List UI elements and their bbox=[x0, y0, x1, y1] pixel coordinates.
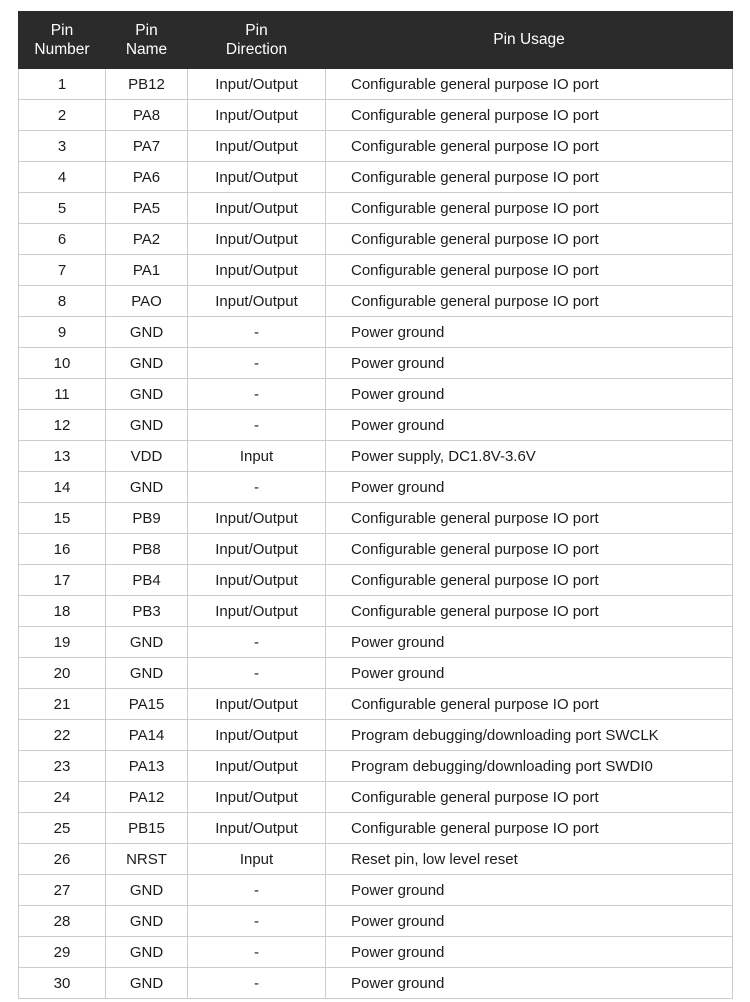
pin-direction-cell: - bbox=[188, 968, 326, 999]
pin-direction-cell: Input/Output bbox=[188, 69, 326, 100]
pin-usage-cell: Power ground bbox=[326, 968, 733, 999]
pin-name-cell: PAO bbox=[106, 286, 188, 317]
pin-direction-cell: Input/Output bbox=[188, 503, 326, 534]
table-row bbox=[19, 751, 733, 782]
table-row bbox=[19, 224, 733, 255]
pin-direction-cell: Input/Output bbox=[188, 813, 326, 844]
header-pin-number bbox=[19, 12, 106, 69]
pin-name-cell: GND bbox=[106, 968, 188, 999]
pin-usage-cell: Power ground bbox=[326, 937, 733, 968]
pin-name-cell: PA15 bbox=[106, 689, 188, 720]
pin-name-cell: PA1 bbox=[106, 255, 188, 286]
pin-name-cell: PA7 bbox=[106, 131, 188, 162]
header-row bbox=[19, 12, 733, 69]
pin-direction-cell: - bbox=[188, 937, 326, 968]
pin-number-cell: 3 bbox=[19, 131, 106, 162]
pin-number-cell: 7 bbox=[19, 255, 106, 286]
pin-usage-cell: Power ground bbox=[326, 472, 733, 503]
pin-name-cell: PA6 bbox=[106, 162, 188, 193]
pin-number-cell: 29 bbox=[19, 937, 106, 968]
pin-usage-cell: Power ground bbox=[326, 379, 733, 410]
pin-direction-cell: Input/Output bbox=[188, 286, 326, 317]
pin-number-cell: 24 bbox=[19, 782, 106, 813]
pin-name-cell: PB15 bbox=[106, 813, 188, 844]
pin-name-cell: PA12 bbox=[106, 782, 188, 813]
pin-name-cell: PA13 bbox=[106, 751, 188, 782]
pin-usage-cell: Power ground bbox=[326, 317, 733, 348]
pin-name-cell: PB8 bbox=[106, 534, 188, 565]
pin-direction-cell: - bbox=[188, 472, 326, 503]
pin-usage-cell: Power ground bbox=[326, 906, 733, 937]
table-row bbox=[19, 689, 733, 720]
table-row bbox=[19, 193, 733, 224]
pin-direction-cell: - bbox=[188, 410, 326, 441]
pin-direction-cell: Input bbox=[188, 441, 326, 472]
pin-usage-cell: Reset pin, low level reset bbox=[326, 844, 733, 875]
table-row bbox=[19, 410, 733, 441]
pin-name-cell: PB3 bbox=[106, 596, 188, 627]
header-pin-name-label: Pin Name bbox=[125, 21, 168, 58]
pin-name-cell: GND bbox=[106, 472, 188, 503]
pin-usage-cell: Configurable general purpose IO port bbox=[326, 813, 733, 844]
table-row bbox=[19, 317, 733, 348]
pin-number-cell: 28 bbox=[19, 906, 106, 937]
pin-number-cell: 5 bbox=[19, 193, 106, 224]
pin-number-cell: 14 bbox=[19, 472, 106, 503]
pin-direction-cell: - bbox=[188, 379, 326, 410]
pin-direction-cell: Input/Output bbox=[188, 596, 326, 627]
pin-direction-cell: Input/Output bbox=[188, 224, 326, 255]
pin-usage-cell: Configurable general purpose IO port bbox=[326, 69, 733, 100]
pin-number-cell: 11 bbox=[19, 379, 106, 410]
pin-name-cell: PB12 bbox=[106, 69, 188, 100]
pin-usage-cell: Configurable general purpose IO port bbox=[326, 131, 733, 162]
pin-number-cell: 12 bbox=[19, 410, 106, 441]
pin-name-cell: PA2 bbox=[106, 224, 188, 255]
pin-number-cell: 23 bbox=[19, 751, 106, 782]
table-row bbox=[19, 565, 733, 596]
pin-usage-cell: Power supply, DC1.8V-3.6V bbox=[326, 441, 733, 472]
pin-usage-cell: Configurable general purpose IO port bbox=[326, 689, 733, 720]
pin-direction-cell: Input bbox=[188, 844, 326, 875]
table-row bbox=[19, 472, 733, 503]
pin-name-cell: PA5 bbox=[106, 193, 188, 224]
table-row bbox=[19, 441, 733, 472]
table-header bbox=[19, 12, 733, 69]
table-row bbox=[19, 937, 733, 968]
pin-usage-cell: Program debugging/downloading port SWDI0 bbox=[326, 751, 733, 782]
pin-number-cell: 4 bbox=[19, 162, 106, 193]
pin-number-cell: 27 bbox=[19, 875, 106, 906]
pin-usage-cell: Configurable general purpose IO port bbox=[326, 286, 733, 317]
table-row bbox=[19, 534, 733, 565]
pin-direction-cell: - bbox=[188, 906, 326, 937]
header-pin-usage bbox=[326, 12, 733, 69]
pin-direction-cell: - bbox=[188, 317, 326, 348]
pin-direction-cell: Input/Output bbox=[188, 131, 326, 162]
table-row bbox=[19, 286, 733, 317]
pin-number-cell: 2 bbox=[19, 100, 106, 131]
pin-usage-cell: Power ground bbox=[326, 658, 733, 689]
pin-direction-cell: Input/Output bbox=[188, 720, 326, 751]
table-row bbox=[19, 255, 733, 286]
pin-number-cell: 21 bbox=[19, 689, 106, 720]
pin-name-cell: GND bbox=[106, 317, 188, 348]
pin-direction-cell: Input/Output bbox=[188, 689, 326, 720]
pin-usage-cell: Configurable general purpose IO port bbox=[326, 596, 733, 627]
pin-direction-cell: Input/Output bbox=[188, 100, 326, 131]
pin-name-cell: PB9 bbox=[106, 503, 188, 534]
pin-usage-cell: Configurable general purpose IO port bbox=[326, 100, 733, 131]
table-row bbox=[19, 379, 733, 410]
pin-number-cell: 25 bbox=[19, 813, 106, 844]
pin-number-cell: 19 bbox=[19, 627, 106, 658]
table-row bbox=[19, 162, 733, 193]
pin-direction-cell: Input/Output bbox=[188, 782, 326, 813]
table-row bbox=[19, 658, 733, 689]
pin-number-cell: 15 bbox=[19, 503, 106, 534]
pin-name-cell: GND bbox=[106, 627, 188, 658]
pin-number-cell: 9 bbox=[19, 317, 106, 348]
pin-number-cell: 17 bbox=[19, 565, 106, 596]
table-row bbox=[19, 844, 733, 875]
table-row bbox=[19, 782, 733, 813]
pin-name-cell: PA14 bbox=[106, 720, 188, 751]
pin-number-cell: 16 bbox=[19, 534, 106, 565]
pin-name-cell: PB4 bbox=[106, 565, 188, 596]
table-row bbox=[19, 503, 733, 534]
pin-number-cell: 13 bbox=[19, 441, 106, 472]
pin-direction-cell: - bbox=[188, 627, 326, 658]
pin-direction-cell: Input/Output bbox=[188, 534, 326, 565]
pin-number-cell: 8 bbox=[19, 286, 106, 317]
table-row bbox=[19, 720, 733, 751]
header-pin-number-label: Pin Number bbox=[34, 21, 90, 58]
pin-usage-cell: Power ground bbox=[326, 348, 733, 379]
pin-name-cell: GND bbox=[106, 906, 188, 937]
pin-usage-cell: Power ground bbox=[326, 875, 733, 906]
pin-definition-table bbox=[18, 11, 733, 999]
pin-name-cell: VDD bbox=[106, 441, 188, 472]
pin-name-cell: GND bbox=[106, 348, 188, 379]
pin-number-cell: 6 bbox=[19, 224, 106, 255]
table-body bbox=[19, 69, 733, 999]
table-row bbox=[19, 627, 733, 658]
pin-usage-cell: Power ground bbox=[326, 410, 733, 441]
pin-direction-cell: Input/Output bbox=[188, 751, 326, 782]
pin-usage-cell: Configurable general purpose IO port bbox=[326, 534, 733, 565]
pin-name-cell: GND bbox=[106, 658, 188, 689]
pin-usage-cell: Configurable general purpose IO port bbox=[326, 162, 733, 193]
table-row bbox=[19, 100, 733, 131]
pin-direction-cell: - bbox=[188, 658, 326, 689]
pin-number-cell: 30 bbox=[19, 968, 106, 999]
header-pin-usage-label: Pin Usage bbox=[493, 31, 565, 48]
pin-direction-cell: Input/Output bbox=[188, 162, 326, 193]
pin-name-cell: GND bbox=[106, 937, 188, 968]
pin-usage-cell: Configurable general purpose IO port bbox=[326, 193, 733, 224]
header-pin-direction bbox=[188, 12, 326, 69]
pin-number-cell: 1 bbox=[19, 69, 106, 100]
pin-number-cell: 26 bbox=[19, 844, 106, 875]
pin-usage-cell: Configurable general purpose IO port bbox=[326, 255, 733, 286]
table-row bbox=[19, 875, 733, 906]
pin-direction-cell: Input/Output bbox=[188, 565, 326, 596]
pin-name-cell: PA8 bbox=[106, 100, 188, 131]
header-pin-name bbox=[106, 12, 188, 69]
pin-direction-cell: - bbox=[188, 348, 326, 379]
pin-usage-cell: Configurable general purpose IO port bbox=[326, 565, 733, 596]
table-row bbox=[19, 906, 733, 937]
pin-usage-cell: Configurable general purpose IO port bbox=[326, 503, 733, 534]
pin-name-cell: GND bbox=[106, 875, 188, 906]
header-pin-direction-label: Pin Direction bbox=[225, 21, 288, 58]
pin-usage-cell: Power ground bbox=[326, 627, 733, 658]
table-row bbox=[19, 131, 733, 162]
pin-number-cell: 20 bbox=[19, 658, 106, 689]
pin-usage-cell: Program debugging/downloading port SWCLK bbox=[326, 720, 733, 751]
pin-name-cell: NRST bbox=[106, 844, 188, 875]
pin-usage-cell: Configurable general purpose IO port bbox=[326, 782, 733, 813]
table-row bbox=[19, 813, 733, 844]
table-row bbox=[19, 968, 733, 999]
pin-usage-cell: Configurable general purpose IO port bbox=[326, 224, 733, 255]
pin-direction-cell: - bbox=[188, 875, 326, 906]
pin-direction-cell: Input/Output bbox=[188, 255, 326, 286]
pin-direction-cell: Input/Output bbox=[188, 193, 326, 224]
pin-number-cell: 10 bbox=[19, 348, 106, 379]
pin-name-cell: GND bbox=[106, 410, 188, 441]
table-row bbox=[19, 348, 733, 379]
table-row bbox=[19, 69, 733, 100]
pin-number-cell: 18 bbox=[19, 596, 106, 627]
pin-number-cell: 22 bbox=[19, 720, 106, 751]
table-row bbox=[19, 596, 733, 627]
pin-name-cell: GND bbox=[106, 379, 188, 410]
